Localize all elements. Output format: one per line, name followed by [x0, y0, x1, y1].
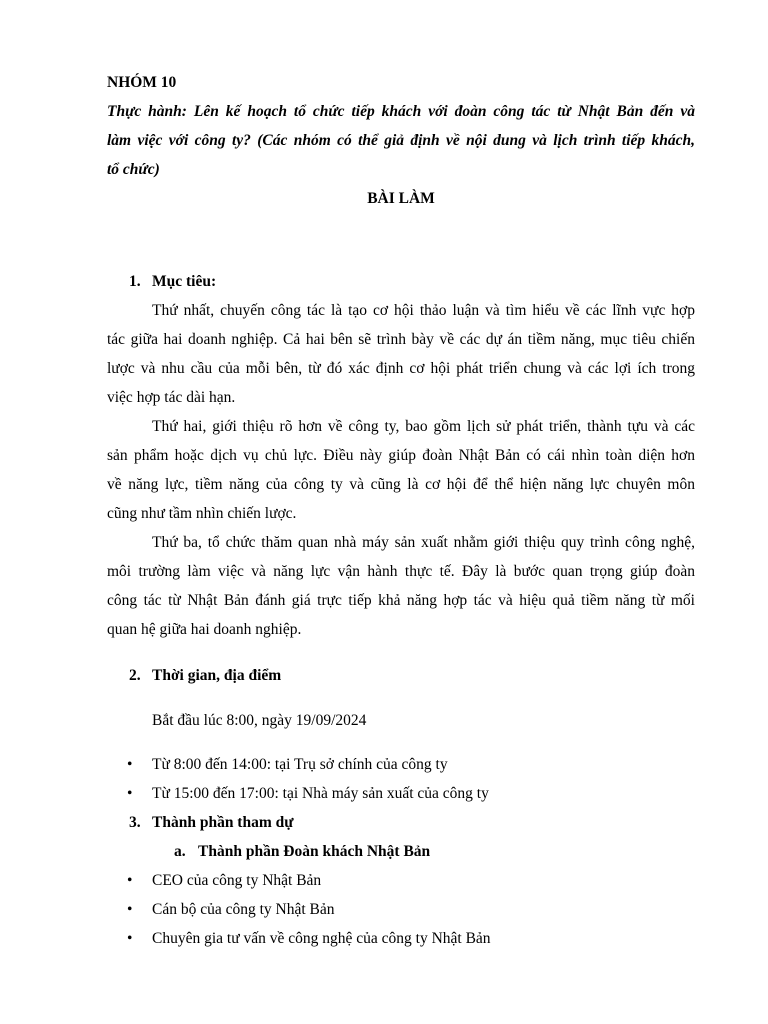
subsection-a-letter: a. [174, 843, 186, 860]
schedule-item-1: Từ 8:00 đến 14:00: tại Trụ sở chính của công ty [152, 756, 448, 773]
page-title: BÀI LÀM [367, 190, 435, 207]
group-label: NHÓM 10 [107, 74, 177, 91]
section-3-heading: Thành phần tham dự [152, 814, 294, 831]
para3-line-4: quan hệ giữa hai doanh nghiệp. [107, 621, 302, 638]
bullet-icon: • [127, 785, 133, 802]
task-line-2: làm việc với công ty? (Các nhóm có thể giả định về nội dung và lịch trình tiếp khách, [107, 132, 695, 149]
para1-line-1: Thứ nhất, chuyến công tác là tạo cơ hội thảo luận và tìm hiểu về các lĩnh vực hợp [152, 302, 695, 319]
schedule-item-2: Từ 15:00 đến 17:00: tại Nhà máy sản xuất của công ty [152, 785, 489, 802]
para3-line-2: môi trường làm việc và năng lực vận hành thực tế. Đây là bước quan trọng giúp đoàn [107, 563, 695, 580]
task-line-1: Thực hành: Lên kế hoạch tổ chức tiếp khách với đoàn công tác từ Nhật Bản đến và [107, 103, 695, 120]
bullet-icon: • [127, 930, 133, 947]
section-2-number: 2. [129, 667, 141, 684]
para2-line-1: Thứ hai, giới thiệu rõ hơn về công ty, bao gồm lịch sử phát triển, thành tựu và các [152, 418, 695, 435]
section-2-heading: Thời gian, địa điểm [152, 667, 282, 684]
section-3-number: 3. [129, 814, 141, 831]
attendee-item-2: Cán bộ của công ty Nhật Bản [152, 901, 335, 918]
section-1-heading: Mục tiêu: [152, 273, 217, 290]
attendee-item-1: CEO của công ty Nhật Bản [152, 872, 322, 889]
bullet-icon: • [127, 872, 133, 889]
task-line-3: tổ chức) [107, 161, 160, 178]
para2-line-2: sản phẩm hoặc dịch vụ chủ lực. Điều này giúp đoàn Nhật Bản có cái nhìn toàn diện hơn [107, 447, 695, 464]
para2-line-3: về năng lực, tiềm năng của công ty và cũng là cơ hội để thể hiện năng lực chuyên môn [107, 476, 695, 493]
para1-line-3: lược và nhu cầu của mỗi bên, từ đó xác định cơ hội phát triển chung và các lợi ích trong [107, 360, 695, 377]
bullet-icon: • [127, 756, 133, 773]
subsection-a-heading: Thành phần Đoàn khách Nhật Bản [198, 843, 431, 860]
start-time: Bắt đầu lúc 8:00, ngày 19/09/2024 [152, 712, 367, 729]
para3-line-1: Thứ ba, tổ chức thăm quan nhà máy sản xuất nhằm giới thiệu quy trình công nghệ, [152, 534, 695, 551]
para3-line-3: công tác từ Nhật Bản đánh giá trực tiếp khả năng hợp tác và hiệu quả tiềm năng từ mối [107, 592, 695, 609]
section-1-number: 1. [129, 273, 141, 290]
bullet-icon: • [127, 901, 133, 918]
para1-line-2: tác giữa hai doanh nghiệp. Cả hai bên sẽ trình bày về các dự án tiềm năng, mục tiêu chiến [107, 331, 695, 348]
para1-line-4: việc hợp tác dài hạn. [107, 389, 236, 406]
para2-line-4: cũng như tầm nhìn chiến lược. [107, 505, 297, 522]
attendee-item-3: Chuyên gia tư vấn về công nghệ của công ty Nhật Bản [152, 930, 491, 947]
